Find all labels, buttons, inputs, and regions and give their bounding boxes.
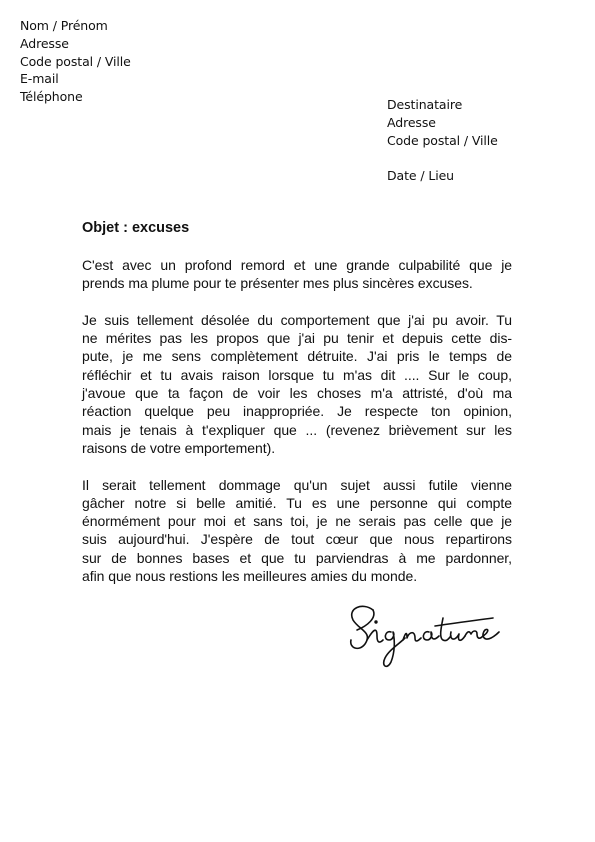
body-line: gâcher notre si belle amitié. Tu es une personne qui compte bbox=[82, 494, 512, 511]
body-line: raisons de votre emportement). bbox=[82, 439, 276, 456]
date-place: Date / Lieu bbox=[387, 168, 454, 184]
paragraph-apology bbox=[82, 311, 512, 457]
paragraph-closing bbox=[82, 476, 512, 586]
body-line: prends ma plume pour te présenter mes plus sincères excuses. bbox=[82, 275, 473, 292]
sender-name: Nom / Prénom bbox=[20, 18, 108, 33]
body-line: Il serait tellement dommage qu'un sujet aussi futile vienne bbox=[82, 476, 512, 493]
body-line: afin que nous restions les meilleures amies du monde. bbox=[82, 568, 418, 585]
body-line: énormément pour moi et sans toi, je ne serais pas celle que je bbox=[82, 513, 512, 530]
body-line: suis aujourd'hui. J'espère de tout cœur que nous repartirons bbox=[82, 531, 512, 548]
body-line: réfléchir et tu avais raison lorsque tu m'as dit .... Sur le coup, bbox=[82, 366, 512, 383]
recipient-name: Destinataire bbox=[387, 97, 463, 112]
letter-body bbox=[82, 256, 512, 604]
letter-subject: Objet : excuses bbox=[82, 220, 190, 236]
body-line: réaction quelque peu inappropriée. Je respecte ton opinion, bbox=[82, 403, 512, 420]
sender-phone: Téléphone bbox=[20, 89, 83, 105]
body-line: C'est avec un profond remord et une grande culpabilité que je bbox=[82, 257, 512, 273]
recipient-address: Adresse bbox=[387, 114, 436, 130]
recipient-block bbox=[387, 96, 498, 185]
handwritten-signature bbox=[343, 596, 503, 676]
body-line: mais je tenais à t'expliquer que ... (revenez brièvement sur les bbox=[82, 421, 512, 438]
paragraph-intro bbox=[82, 256, 512, 293]
sender-postal-city: Code postal / Ville bbox=[20, 53, 131, 69]
sender-email: E-mail bbox=[20, 71, 59, 87]
body-line: j'avoue que ta façon de voir les choses m'a attristé, d'où ma bbox=[82, 385, 512, 402]
recipient-postal-city: Code postal / Ville bbox=[387, 132, 498, 148]
sender-block bbox=[20, 17, 131, 106]
body-line: ne mérites pas les propos que j'ai pu tenir et depuis cette dis- bbox=[82, 330, 512, 347]
body-line: Je suis tellement désolée du comportement que j'ai pu avoir. Tu bbox=[82, 311, 512, 328]
sender-address: Adresse bbox=[20, 35, 69, 51]
body-line: sur de bonnes bases et que tu parviendras à me pardonner, bbox=[82, 549, 512, 566]
body-line: pute, je me sens complètement détruite. J'ai pris le temps de bbox=[82, 348, 512, 365]
